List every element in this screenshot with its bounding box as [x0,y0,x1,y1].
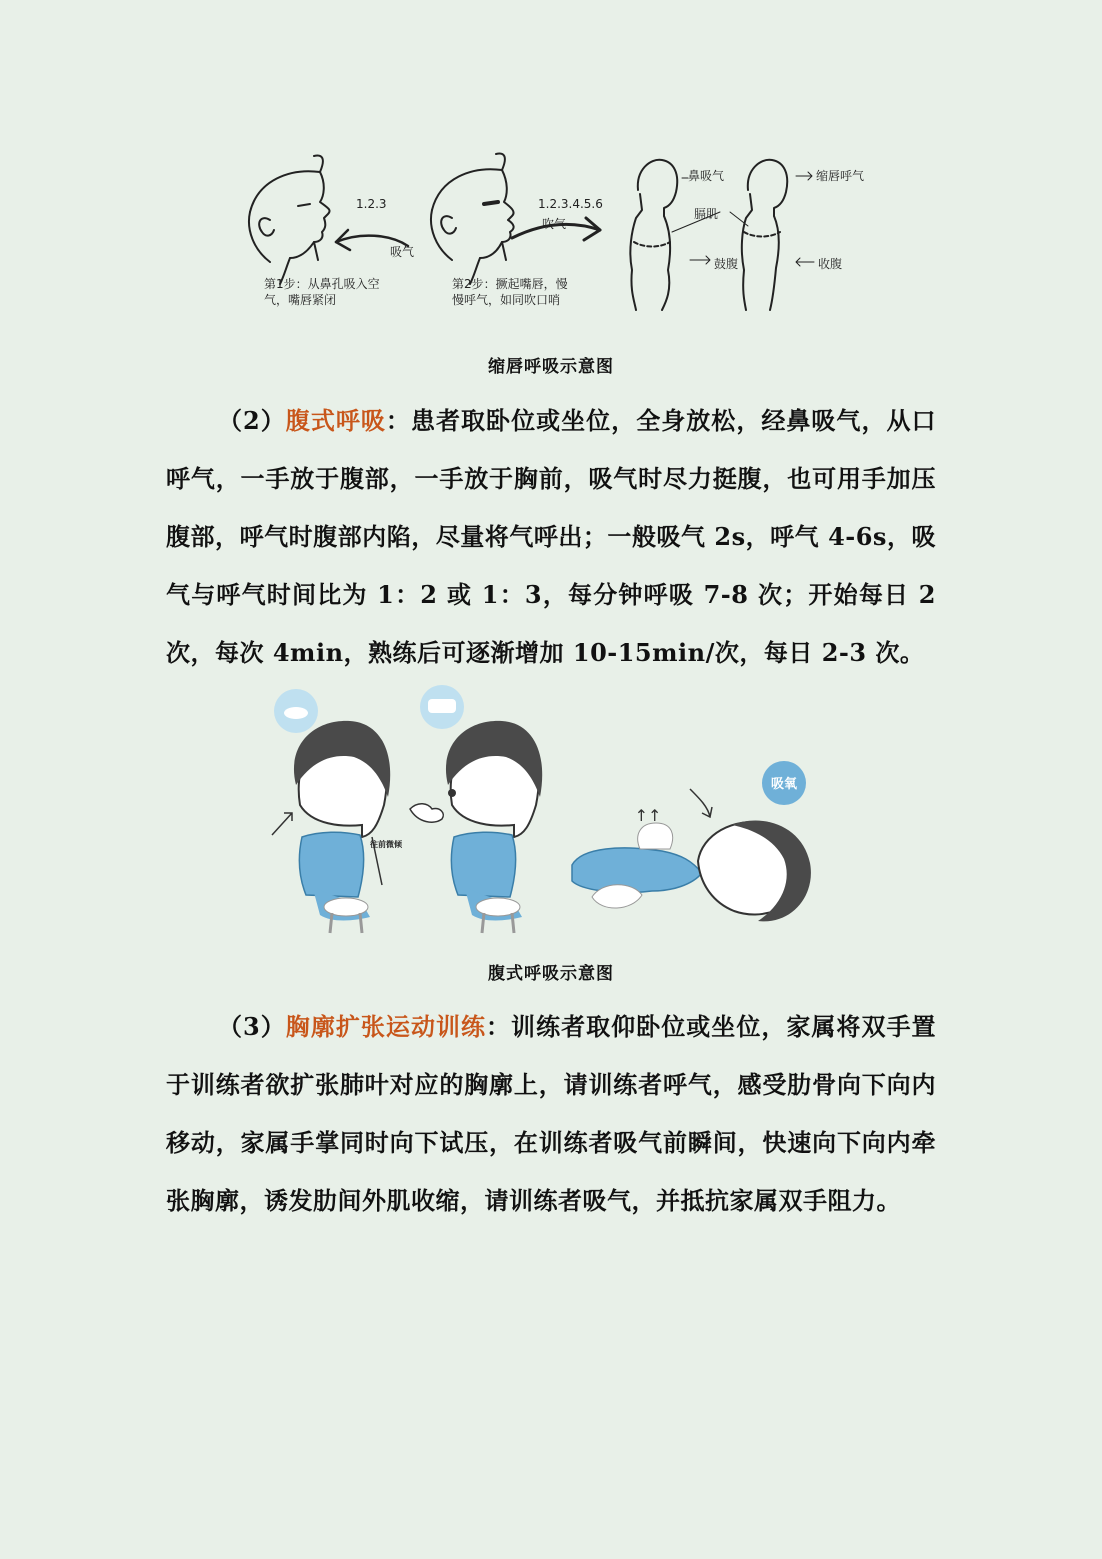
body-exhale-drawing [742,160,787,310]
seated-person-exhale [410,721,542,933]
oxygen-badge-label: 吸氧 [770,777,798,792]
figure2-caption: 腹式呼吸示意图 [488,964,614,984]
section2-title: 腹式呼吸 [285,406,386,435]
step2-caption-line1: 第2步：撅起嘴唇，慢 [452,277,568,291]
lean-forward-label: 往前微倾 [370,840,402,849]
blow-label: 吹气 [542,217,567,231]
chest-expansion-paragraph [166,998,936,1230]
step2-caption-line2: 慢呼气，如同吹口哨 [452,293,561,307]
step1-caption-line2: 气，嘴唇紧闭 [264,293,337,307]
thought-bubble-inhale [274,689,318,733]
body-inhale-drawing [630,160,677,310]
section3-number: （3） [218,1012,286,1041]
arrows-up-glyph: ↑↑ [634,806,662,825]
step1-caption-line1: 第1步：从鼻孔吸入空 [264,277,380,291]
figure1-caption: 缩唇呼吸示意图 [488,357,614,377]
abdominal-breathing-paragraph [166,392,936,682]
thought-bubble-exhale [420,685,464,729]
face-inhale-drawing [249,156,330,284]
section2-text: ：患者取卧位或坐位，全身放松，经鼻吸气，从口呼气，一手放于腹部，一手放于胸前，吸气时尽力挺腹，也可用手加压腹部，呼气时腹部内陷，尽量将气呼出；一般吸气 2s，呼气 4-6s，吸气与呼气时间比为 1：2 或 1：3，每分钟呼吸 7-8 次；开始每日 2 次，每次 4min，熟练后可逐渐增加 10-15min/次，每日 2-3 次。 [166,406,937,667]
pursed-exhale-label: 缩唇呼气 [816,169,865,183]
abdominal-breathing-figure [262,685,822,945]
section3-text: ：训练者取仰卧位或坐位，家属将双手置于训练者欲扩张肺叶对应的胸廓上，请训练者呼气，感受肋骨向下向内移动，家属手掌同时向下试压，在训练者吸气前瞬间，快速向下向内牵张胸廓，诱发肋间外肌收缩，请训练者吸气，并抵抗家属双手阻力。 [166,1012,937,1215]
inhale-label: 吸气 [390,245,415,259]
belly-out-label: 鼓腹 [714,257,739,271]
nose-inhale-label: 鼻吸气 [688,169,725,183]
face-exhale-drawing [431,154,514,284]
belly-in-label: 收腹 [818,257,843,271]
step2-counts: 1.2.3.4.5.6 [538,197,603,211]
section2-number: （2） [218,406,286,435]
step1-counts: 1.2.3 [356,197,387,211]
seated-person-inhale [272,721,390,933]
lying-person-oxygen [572,761,811,921]
pursed-lip-breathing-figure [240,150,880,340]
diaphragm-label: 膈肌 [694,207,719,221]
section3-title: 胸廓扩张运动训练 [285,1012,487,1041]
